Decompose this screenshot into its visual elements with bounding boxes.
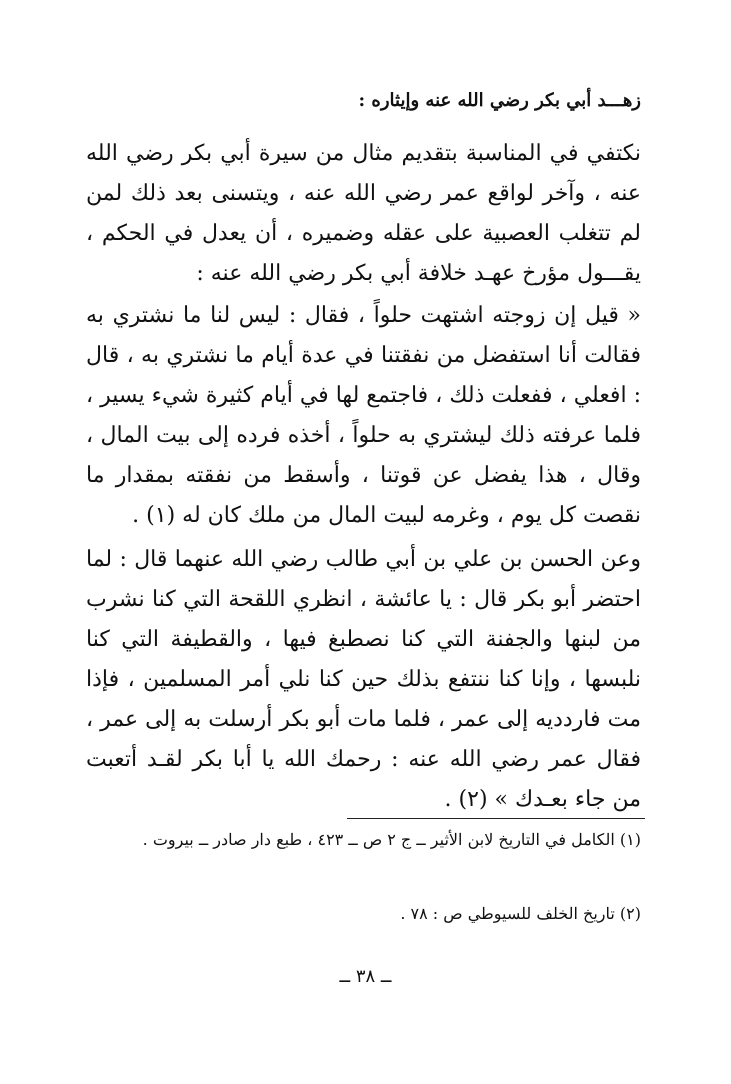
page-number: ــ ٣٨ ــ — [339, 966, 392, 987]
footnote-divider — [347, 818, 645, 819]
footnote-2: (٢) تاريخ الخلف للسيوطي ص : ٧٨ . — [400, 904, 641, 923]
paragraph-quote: « قيل إن زوجته اشتهت حلواً ، فقال : ليس لنا ما نشتري به فقالت أنا استفضل من نفقتنا في عدة أيام ما نشتري به ، قال : افعلي ، ففعلت ذلك ، فاجتمع لها في أيام كثيرة شيء يسير ، فلما عرفته ذلك ليشتري به حلواً ، أخذه فرده إلى بيت المال ، وقال ، هذا يفضل عن قوتنا ، وأسقط من نفقته بمقدار ما نقصت كل يوم ، وغرمه لبيت المال من ملك كان له (١) . — [86, 303, 641, 528]
paragraph-intro: نكتفي في المناسبة بتقديم مثال من سيرة أبي بكر رضي الله عنه ، وآخر لواقع عمر رضي الله عنه ، ويتسنى بعد ذلك لمن لم تتغلب العصبية على عقله وضميره ، أن يعدل في الحكم ، يقـــول مؤرخ عهـد خلافة أبي بكر رضي الله عنه : — [86, 141, 641, 286]
paragraph-hasan-narration: وعن الحسن بن علي بن أبي طالب رضي الله عنهما قال : لما احتضر أبو بكر قال : يا عائشة ، انظري اللقحة التي كنا نشرب من لبنها والجفنة التي كنا نصطبغ فيها ، والقطيفة التي كنا نلبسها ، وإنا كنا ننتفع بذلك حين كنا نلي أمر المسلمين ، فإذا مت فارددیه إلى عمر ، فلما مات أبو بكر أرسلت به إلى عمر ، فقال عمر رضي الله عنه : رحمك الله يا أبا بكر لقـد أتعبت من جاء بعـدك » (٢) . — [86, 547, 641, 812]
section-heading: زهـــد أبي بكر رضي الله عنه وإيثاره : — [358, 90, 641, 111]
footnote-1: (١) الكامل في التاريخ لابن الأثير ــ ج ٢ ص ــ ٤٢٣ ، طبع دار صادر ــ بيروت . — [142, 830, 641, 849]
